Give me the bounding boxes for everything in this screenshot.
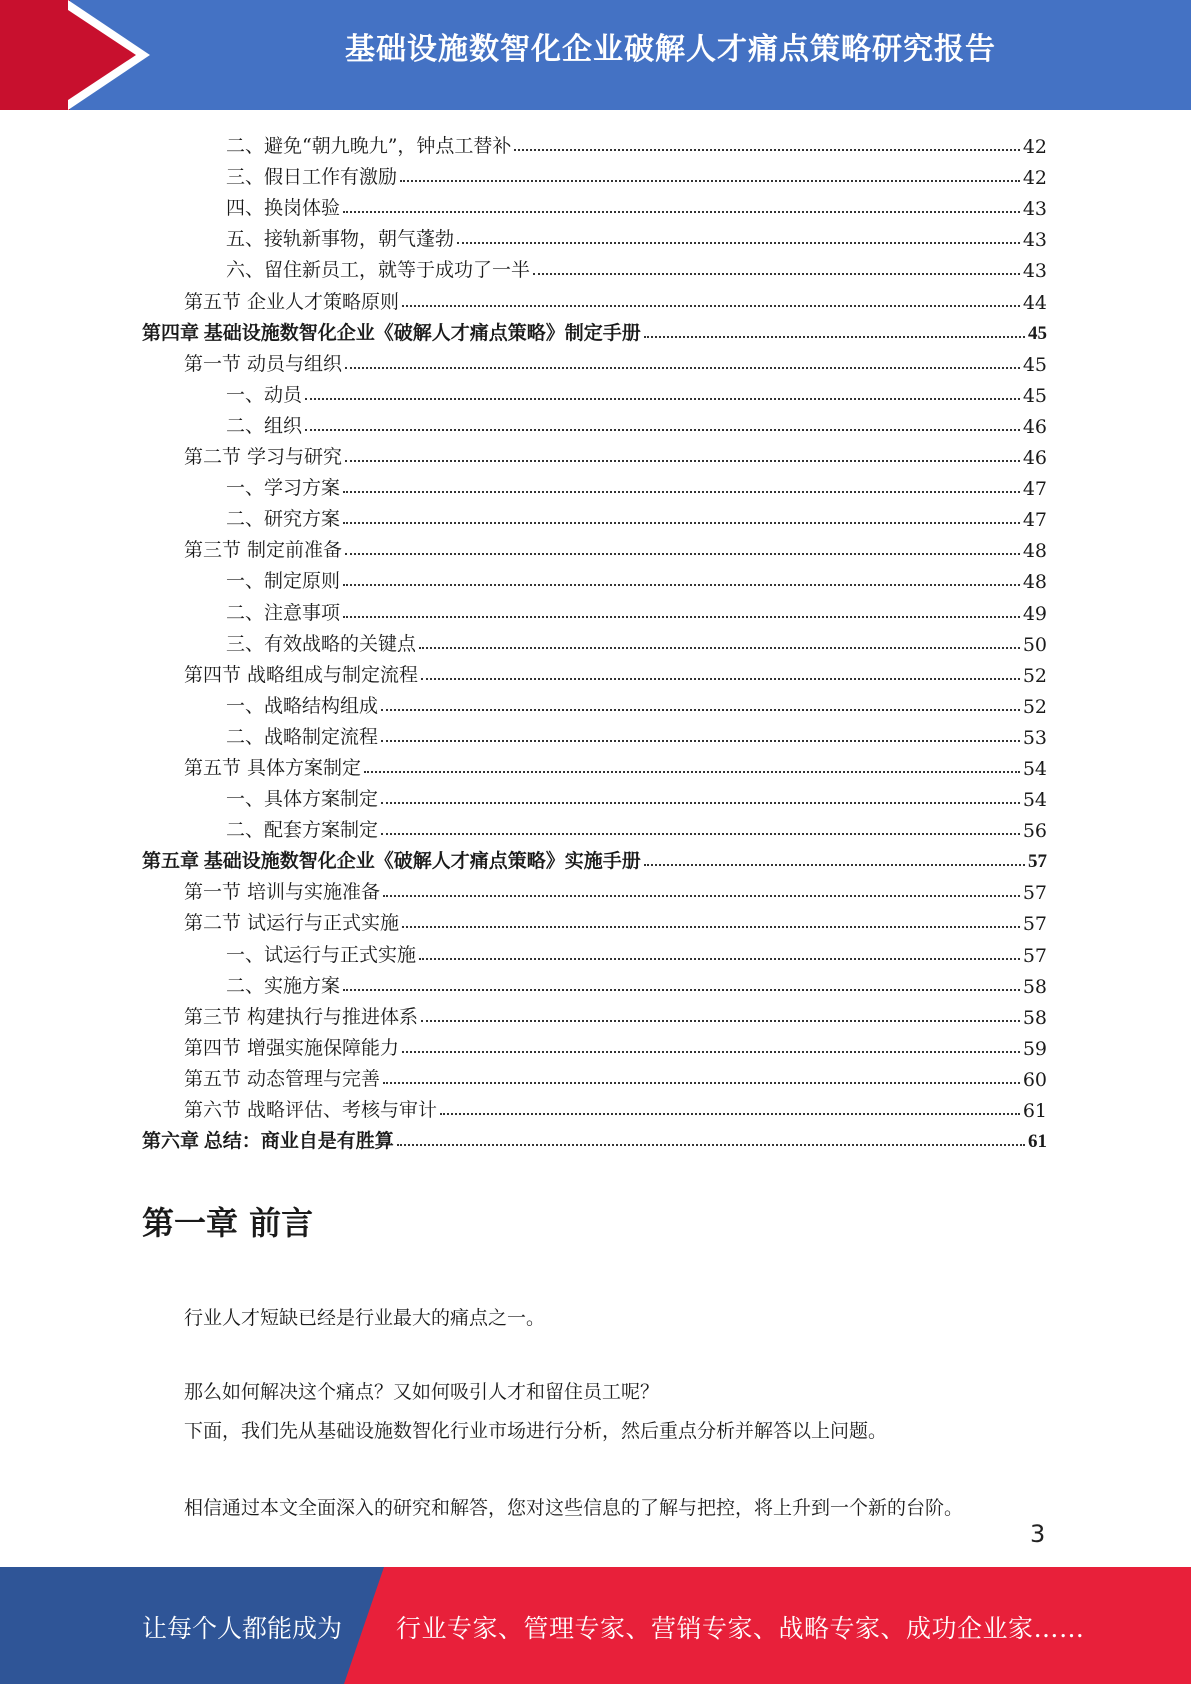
- toc-dot-leader: [343, 584, 1020, 586]
- toc-subsection-entry[interactable]: [142, 625, 1047, 656]
- page-number: 3: [1030, 1520, 1046, 1548]
- toc-section-entry[interactable]: [142, 904, 1047, 935]
- toc-entry-label: 一、制定原则: [226, 570, 341, 593]
- toc-entry-label: 三、有效战略的关键点: [226, 632, 417, 655]
- toc-section-entry[interactable]: [142, 1060, 1047, 1091]
- toc-section-entry[interactable]: [142, 749, 1047, 780]
- toc-dot-leader: [421, 1020, 1020, 1022]
- toc-dot-leader: [364, 771, 1020, 773]
- toc-entry-page: 61: [1028, 1131, 1047, 1153]
- toc-entry-label: 第三节 制定前准备: [184, 539, 343, 562]
- page-header: [0, 0, 1191, 110]
- toc-dot-leader: [397, 1144, 1025, 1146]
- toc-entry-label: 四、换岗体验: [226, 197, 341, 220]
- toc-entry-label: 第四节 战略组成与制定流程: [184, 663, 419, 686]
- toc-entry-page: 45: [1022, 384, 1047, 407]
- toc-dot-leader: [305, 429, 1020, 431]
- toc-entry-page: 42: [1022, 167, 1047, 190]
- toc-entry-page: 52: [1022, 695, 1047, 718]
- toc-subsection-entry[interactable]: [142, 469, 1047, 500]
- toc-subsection-entry[interactable]: [142, 251, 1047, 282]
- toc-entry-page: 57: [1022, 882, 1047, 905]
- toc-subsection-entry[interactable]: [142, 935, 1047, 966]
- toc-entry-page: 60: [1022, 1068, 1047, 1091]
- footer-slant: [344, 1567, 384, 1684]
- toc-subsection-entry[interactable]: [142, 593, 1047, 624]
- toc-entry-label: 一、试运行与正式实施: [226, 943, 417, 966]
- toc-entry-label: 一、动员: [226, 383, 303, 406]
- toc-entry-label: 第一节 培训与实施准备: [184, 881, 381, 904]
- toc-dot-leader: [419, 958, 1020, 960]
- toc-dot-leader: [345, 553, 1020, 555]
- paragraph: 那么如何解决这个痛点？又如何吸引人才和留住员工呢？: [184, 1381, 660, 1403]
- paragraph: 相信通过本文全面深入的研究和解答，您对这些信息的了解与把控，将上升到一个新的台阶。: [184, 1497, 964, 1519]
- toc-entry-label: 第四章 基础设施数智化企业《破解人才痛点策略》制定手册: [142, 322, 641, 344]
- toc-entry-label: 二、组织: [226, 414, 303, 437]
- toc-dot-leader: [343, 491, 1020, 493]
- toc-subsection-entry[interactable]: [142, 189, 1047, 220]
- toc-dot-leader: [402, 305, 1020, 307]
- toc-section-entry[interactable]: [142, 656, 1047, 687]
- toc-dot-leader: [402, 926, 1020, 928]
- toc-dot-leader: [381, 740, 1020, 742]
- toc-entry-page: 42: [1022, 136, 1047, 159]
- toc-entry-label: 一、战略结构组成: [226, 694, 379, 717]
- toc-section-entry[interactable]: [142, 873, 1047, 904]
- toc-entry-label: 二、实施方案: [226, 974, 341, 997]
- toc-dot-leader: [343, 211, 1020, 213]
- toc-section-entry[interactable]: [142, 1029, 1047, 1060]
- toc-entry-page: 54: [1022, 757, 1047, 780]
- toc-dot-leader: [400, 180, 1020, 182]
- toc-subsection-entry[interactable]: [142, 967, 1047, 998]
- toc-dot-leader: [440, 1113, 1020, 1115]
- toc-dot-leader: [419, 647, 1020, 649]
- toc-subsection-entry[interactable]: [142, 158, 1047, 189]
- toc-entry-label: 第五章 基础设施数智化企业《破解人才痛点策略》实施手册: [142, 851, 641, 873]
- toc-entry-page: 57: [1028, 851, 1047, 873]
- header-title: 基础设施数智化企业破解人才痛点策略研究报告: [345, 32, 996, 67]
- toc-entry-page: 58: [1022, 1006, 1047, 1029]
- toc-section-entry[interactable]: [142, 1091, 1047, 1122]
- toc-dot-leader: [533, 273, 1020, 275]
- toc-entry-page: 59: [1022, 1037, 1047, 1060]
- toc-subsection-entry[interactable]: [142, 718, 1047, 749]
- toc-section-entry[interactable]: [142, 345, 1047, 376]
- toc-chapter-entry[interactable]: [142, 314, 1047, 345]
- toc-subsection-entry[interactable]: [142, 127, 1047, 158]
- toc-entry-page: 46: [1022, 447, 1047, 470]
- toc-entry-page: 57: [1022, 913, 1047, 936]
- toc-dot-leader: [383, 1082, 1020, 1084]
- toc-entry-page: 52: [1022, 664, 1047, 687]
- toc-entry-page: 53: [1022, 726, 1047, 749]
- toc-entry-label: 三、假日工作有激励: [226, 166, 398, 189]
- toc-entry-page: 47: [1022, 478, 1047, 501]
- toc-entry-label: 二、避免“朝九晚九”，钟点工替补: [226, 135, 512, 158]
- toc-entry-label: 一、学习方案: [226, 477, 341, 500]
- toc-entry-label: 第六章 总结：商业自是有胜算: [142, 1131, 394, 1153]
- table-of-contents: [142, 127, 1047, 1153]
- toc-subsection-entry[interactable]: [142, 811, 1047, 842]
- paragraph: 行业人才短缺已经是行业最大的痛点之一。: [184, 1307, 546, 1329]
- toc-entry-label: 一、具体方案制定: [226, 788, 379, 811]
- toc-section-entry[interactable]: [142, 531, 1047, 562]
- toc-entry-page: 44: [1022, 291, 1047, 314]
- toc-entry-label: 第二节 试运行与正式实施: [184, 912, 400, 935]
- toc-dot-leader: [421, 678, 1020, 680]
- toc-entry-page: 54: [1022, 789, 1047, 812]
- toc-subsection-entry[interactable]: [142, 376, 1047, 407]
- toc-entry-page: 48: [1022, 571, 1047, 594]
- toc-entry-page: 49: [1022, 602, 1047, 625]
- toc-entry-label: 第二节 学习与研究: [184, 446, 343, 469]
- toc-dot-leader: [381, 833, 1020, 835]
- toc-dot-leader: [514, 149, 1019, 151]
- toc-subsection-entry[interactable]: [142, 780, 1047, 811]
- toc-dot-leader: [343, 989, 1020, 991]
- toc-entry-page: 61: [1022, 1100, 1047, 1122]
- toc-subsection-entry[interactable]: [142, 407, 1047, 438]
- toc-entry-page: 43: [1022, 198, 1047, 221]
- toc-dot-leader: [381, 709, 1020, 711]
- toc-entry-label: 五、接轨新事物，朝气蓬勃: [226, 228, 455, 251]
- chapter-heading: 第一章 前言: [142, 1204, 314, 1242]
- toc-dot-leader: [457, 242, 1020, 244]
- toc-entry-label: 六、留住新员工，就等于成功了一半: [226, 259, 531, 282]
- toc-entry-label: 第一节 动员与组织: [184, 352, 343, 375]
- toc-entry-label: 二、战略制定流程: [226, 725, 379, 748]
- toc-entry-page: 57: [1022, 944, 1047, 967]
- toc-subsection-entry[interactable]: [142, 687, 1047, 718]
- toc-dot-leader: [343, 522, 1020, 524]
- toc-entry-page: 45: [1028, 322, 1047, 344]
- toc-subsection-entry[interactable]: [142, 220, 1047, 251]
- toc-dot-leader: [402, 1051, 1020, 1053]
- toc-dot-leader: [343, 616, 1020, 618]
- toc-entry-page: 45: [1022, 353, 1047, 376]
- toc-dot-leader: [345, 367, 1020, 369]
- toc-entry-page: 58: [1022, 975, 1047, 998]
- toc-entry-page: 43: [1022, 260, 1047, 283]
- page-footer: [0, 1567, 1191, 1684]
- toc-section-entry[interactable]: [142, 438, 1047, 469]
- toc-dot-leader: [381, 802, 1020, 804]
- toc-entry-label: 二、配套方案制定: [226, 819, 379, 842]
- footer-slogan-left: 让每个人都能成为: [142, 1614, 343, 1643]
- toc-entry-page: 47: [1022, 509, 1047, 532]
- toc-chapter-entry[interactable]: [142, 1122, 1047, 1153]
- toc-dot-leader: [644, 336, 1025, 338]
- toc-entry-label: 第五节 企业人才策略原则: [184, 290, 400, 313]
- toc-section-entry[interactable]: [142, 282, 1047, 313]
- header-chevron-inner: [62, 6, 136, 104]
- toc-dot-leader: [345, 460, 1020, 462]
- toc-entry-label: 第四节 增强实施保障能力: [184, 1036, 400, 1059]
- toc-dot-leader: [305, 398, 1020, 400]
- paragraph: 下面，我们先从基础设施数智化行业市场进行分析，然后重点分析并解答以上问题。: [184, 1420, 888, 1442]
- toc-entry-label: 第五节 具体方案制定: [184, 756, 362, 779]
- toc-entry-page: 43: [1022, 229, 1047, 252]
- toc-entry-page: 46: [1022, 415, 1047, 438]
- toc-entry-label: 二、研究方案: [226, 508, 341, 531]
- toc-entry-label: 第三节 构建执行与推进体系: [184, 1005, 419, 1028]
- toc-dot-leader: [644, 864, 1025, 866]
- header-red-block: [0, 0, 70, 110]
- footer-slogan-right: 行业专家、管理专家、营销专家、战略专家、成功企业家……: [396, 1614, 1085, 1643]
- toc-entry-page: 56: [1022, 820, 1047, 843]
- toc-entry-label: 第六节 战略评估、考核与审计: [184, 1099, 438, 1121]
- toc-entry-label: 第五节 动态管理与完善: [184, 1067, 381, 1090]
- toc-subsection-entry[interactable]: [142, 500, 1047, 531]
- toc-dot-leader: [383, 895, 1020, 897]
- toc-subsection-entry[interactable]: [142, 562, 1047, 593]
- toc-chapter-entry[interactable]: [142, 842, 1047, 873]
- toc-section-entry[interactable]: [142, 998, 1047, 1029]
- toc-entry-page: 48: [1022, 540, 1047, 563]
- toc-entry-page: 50: [1022, 633, 1047, 656]
- toc-entry-label: 二、注意事项: [226, 601, 341, 624]
